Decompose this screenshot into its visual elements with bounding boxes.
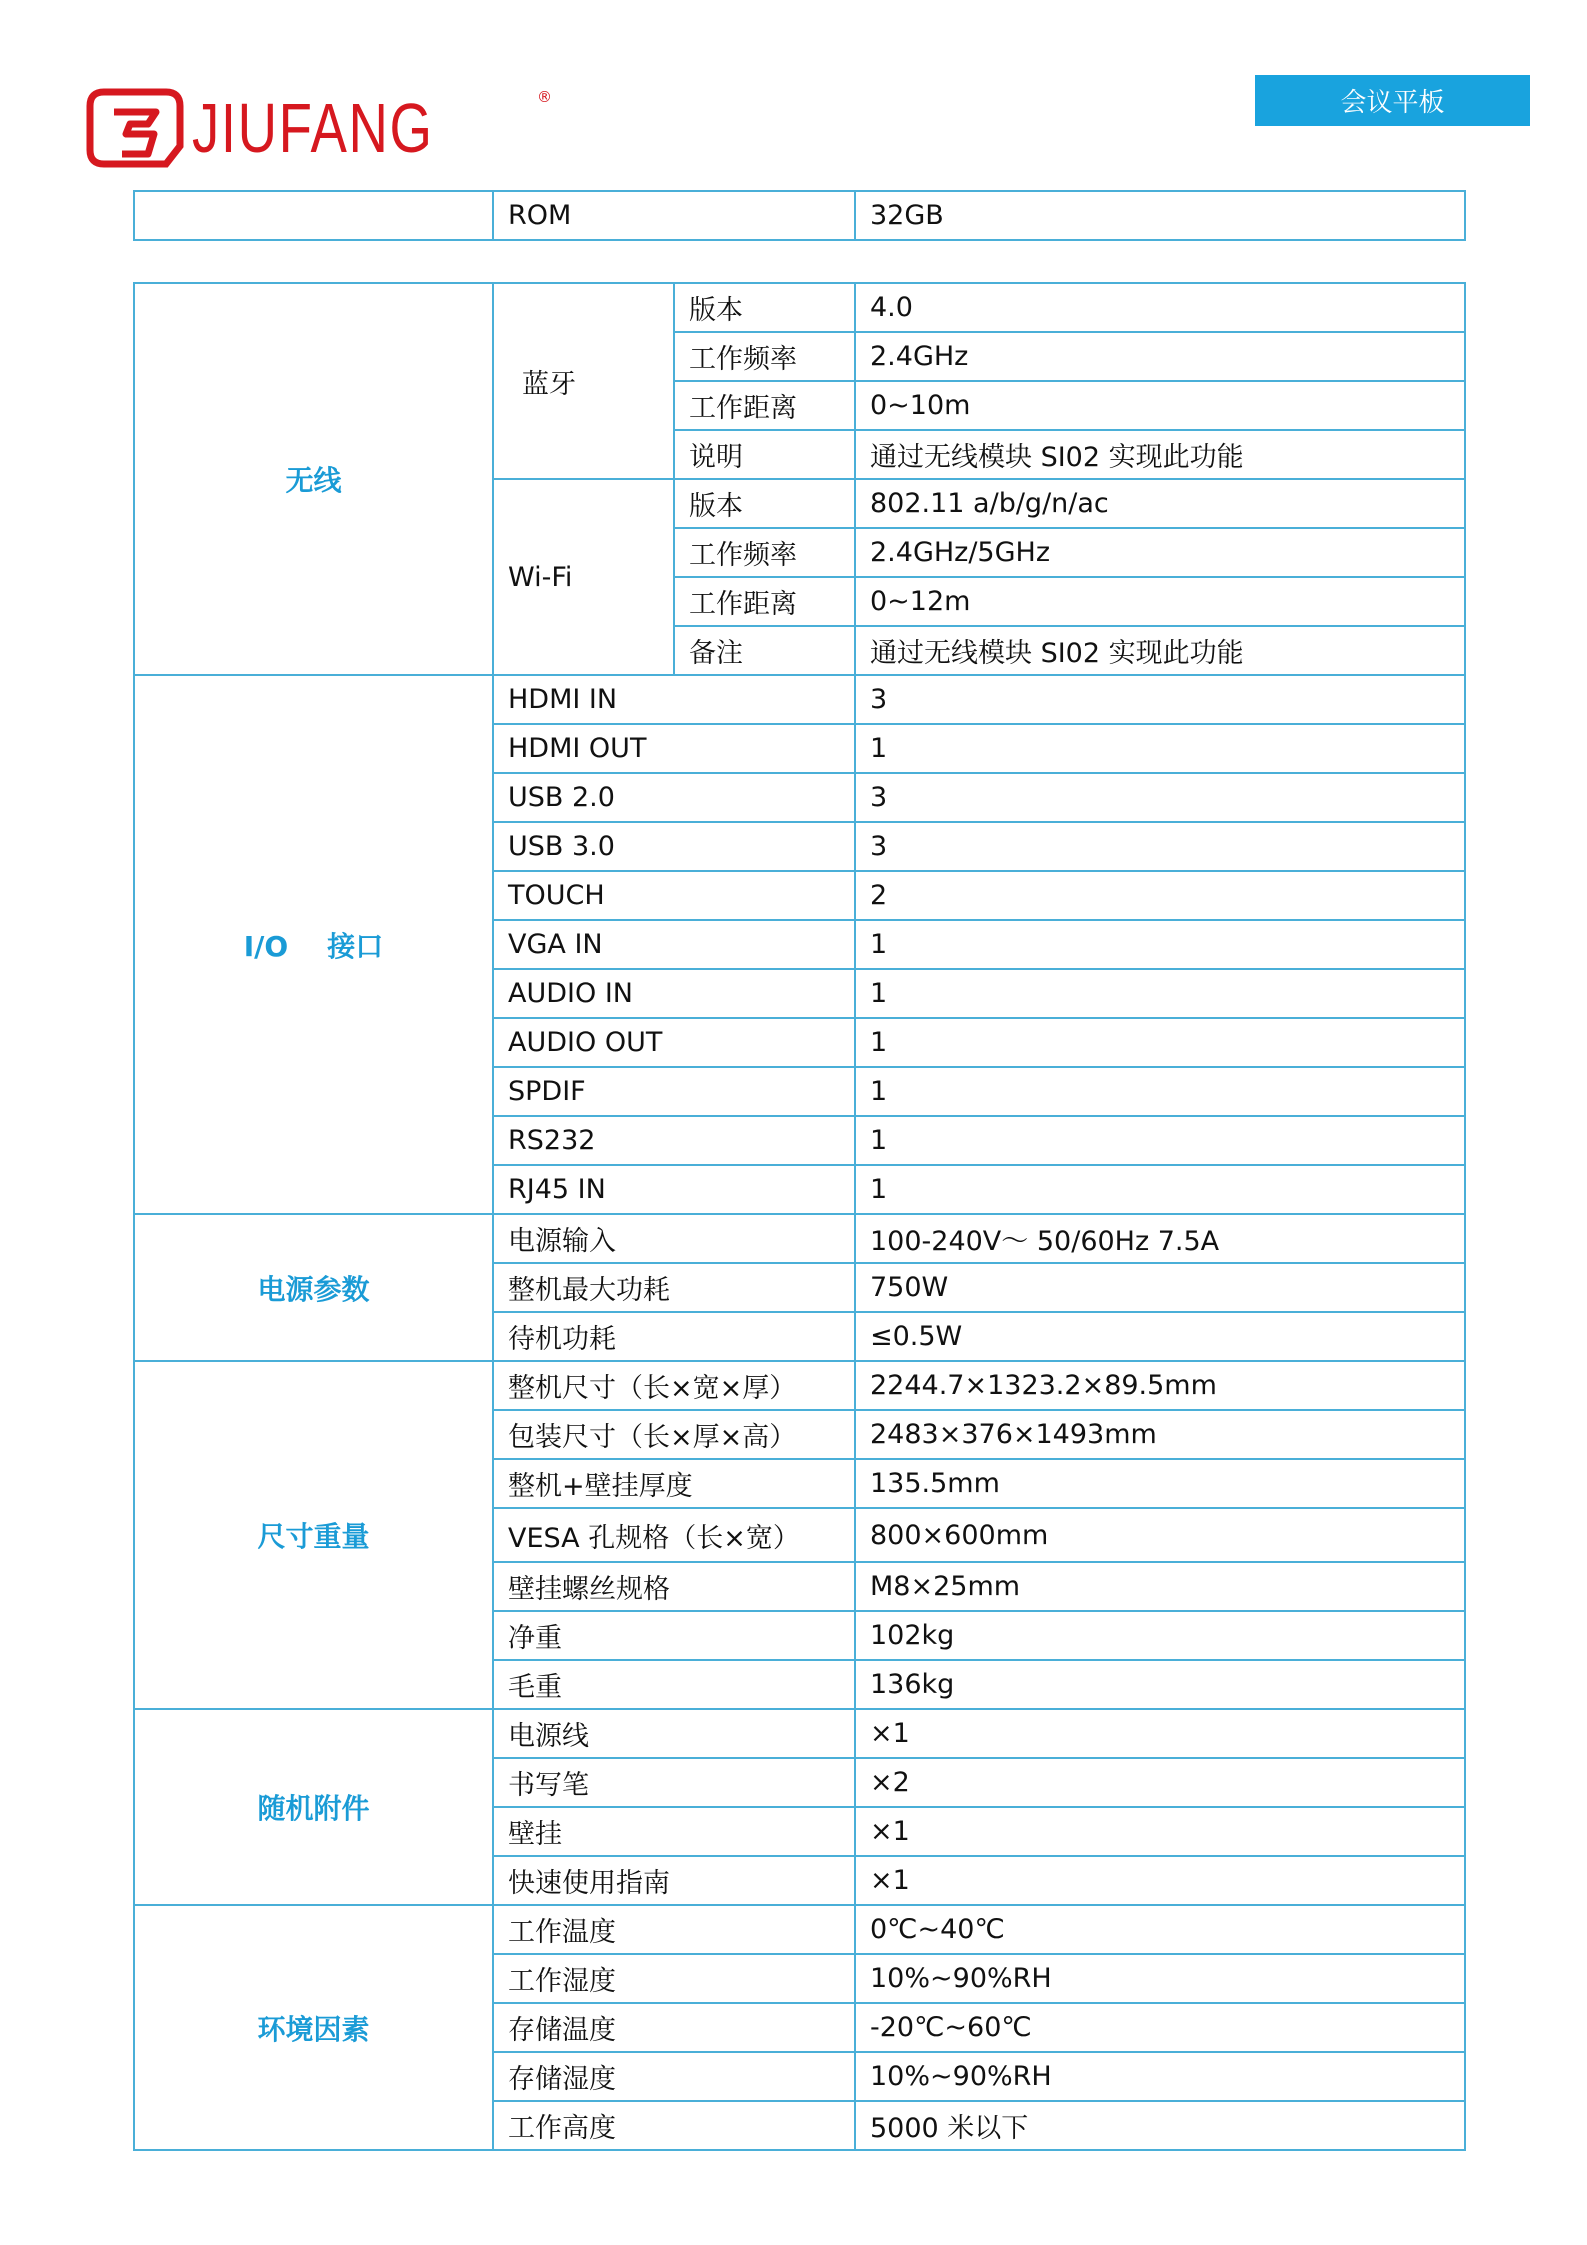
spec-value: 800×600mm bbox=[855, 1508, 1465, 1562]
spec-name: 毛重 bbox=[493, 1660, 855, 1709]
empty-cell bbox=[134, 191, 493, 240]
category-wireless: 无线 bbox=[134, 283, 493, 675]
table-row bbox=[134, 1214, 1465, 1263]
spec-name: 工作频率 bbox=[674, 332, 855, 381]
spec-name: AUDIO OUT bbox=[493, 1018, 855, 1067]
spec-value: 2483×376×1493mm bbox=[855, 1410, 1465, 1459]
spec-name: 壁挂螺丝规格 bbox=[493, 1562, 855, 1611]
spec-value: ≤0.5W bbox=[855, 1312, 1465, 1361]
registered-mark: ® bbox=[537, 88, 552, 106]
spec-value: -20℃~60℃ bbox=[855, 2003, 1465, 2052]
brand-logo bbox=[82, 82, 552, 174]
spec-name: 工作距离 bbox=[674, 381, 855, 430]
spec-value: 4.0 bbox=[855, 283, 1465, 332]
spec-value: 1 bbox=[855, 969, 1465, 1018]
spec-name: 壁挂 bbox=[493, 1807, 855, 1856]
spec-value: 135.5mm bbox=[855, 1459, 1465, 1508]
table-row bbox=[134, 1361, 1465, 1410]
category-power: 电源参数 bbox=[134, 1214, 493, 1361]
spec-name: 整机+壁挂厚度 bbox=[493, 1459, 855, 1508]
spec-value: 3 bbox=[855, 773, 1465, 822]
spec-value: 10%~90%RH bbox=[855, 1954, 1465, 2003]
spec-name: 版本 bbox=[674, 479, 855, 528]
spec-value: 0~12m bbox=[855, 577, 1465, 626]
subcategory-bluetooth: 蓝牙 bbox=[493, 283, 674, 479]
spec-name: 工作距离 bbox=[674, 577, 855, 626]
spec-name: USB 2.0 bbox=[493, 773, 855, 822]
spec-name: HDMI OUT bbox=[493, 724, 855, 773]
rom-table bbox=[133, 190, 1466, 241]
spec-value: 通过无线模块 SI02 实现此功能 bbox=[855, 430, 1465, 479]
subcategory-wifi: Wi-Fi bbox=[493, 479, 674, 675]
spec-value: 2 bbox=[855, 871, 1465, 920]
category-tag: 会议平板 bbox=[1255, 75, 1530, 126]
spec-value: 102kg bbox=[855, 1611, 1465, 1660]
spec-value: 通过无线模块 SI02 实现此功能 bbox=[855, 626, 1465, 675]
spec-name: 工作温度 bbox=[493, 1905, 855, 1954]
spec-name: 包装尺寸（长×厚×高） bbox=[493, 1410, 855, 1459]
spec-name: 备注 bbox=[674, 626, 855, 675]
spec-name: 快速使用指南 bbox=[493, 1856, 855, 1905]
spec-value: 100-240V～ 50/60Hz 7.5A bbox=[855, 1214, 1465, 1263]
spec-name: 净重 bbox=[493, 1611, 855, 1660]
spec-value: 5000 米以下 bbox=[855, 2101, 1465, 2150]
category-accessories: 随机附件 bbox=[134, 1709, 493, 1905]
spec-value: 32GB bbox=[855, 191, 1465, 240]
spec-name: 书写笔 bbox=[493, 1758, 855, 1807]
spec-name: 工作频率 bbox=[674, 528, 855, 577]
spec-name: 版本 bbox=[674, 283, 855, 332]
spec-name: 存储湿度 bbox=[493, 2052, 855, 2101]
spec-name: AUDIO IN bbox=[493, 969, 855, 1018]
spec-name: TOUCH bbox=[493, 871, 855, 920]
spec-value: ×1 bbox=[855, 1807, 1465, 1856]
spec-value: 1 bbox=[855, 724, 1465, 773]
spec-value: 1 bbox=[855, 1116, 1465, 1165]
spec-table bbox=[133, 282, 1466, 2151]
spec-value: 2244.7×1323.2×89.5mm bbox=[855, 1361, 1465, 1410]
spec-name: 整机尺寸（长×宽×厚） bbox=[493, 1361, 855, 1410]
spec-name: 电源输入 bbox=[493, 1214, 855, 1263]
spec-name: 整机最大功耗 bbox=[493, 1263, 855, 1312]
spec-value: 10%~90%RH bbox=[855, 2052, 1465, 2101]
spec-value: ×1 bbox=[855, 1856, 1465, 1905]
table-row bbox=[134, 283, 1465, 332]
spec-name: HDMI IN bbox=[493, 675, 855, 724]
spec-value: 1 bbox=[855, 1165, 1465, 1214]
table-row bbox=[134, 191, 1465, 240]
spec-name: VGA IN bbox=[493, 920, 855, 969]
spec-name: ROM bbox=[493, 191, 855, 240]
category-environment: 环境因素 bbox=[134, 1905, 493, 2150]
spec-value: 0℃~40℃ bbox=[855, 1905, 1465, 1954]
table-row bbox=[134, 1709, 1465, 1758]
spec-name: 工作湿度 bbox=[493, 1954, 855, 2003]
spec-value: M8×25mm bbox=[855, 1562, 1465, 1611]
spec-name: RS232 bbox=[493, 1116, 855, 1165]
spec-value: 136kg bbox=[855, 1660, 1465, 1709]
spec-value: 802.11 a/b/g/n/ac bbox=[855, 479, 1465, 528]
spec-name: 说明 bbox=[674, 430, 855, 479]
table-row bbox=[134, 1905, 1465, 1954]
spec-name: USB 3.0 bbox=[493, 822, 855, 871]
category-io: I/O 接口 bbox=[134, 675, 493, 1214]
spec-name: 存储温度 bbox=[493, 2003, 855, 2052]
category-size-weight: 尺寸重量 bbox=[134, 1361, 493, 1709]
jiufang-logo-icon bbox=[82, 84, 188, 172]
spec-name: 工作高度 bbox=[493, 2101, 855, 2150]
spec-name: SPDIF bbox=[493, 1067, 855, 1116]
spec-value: 3 bbox=[855, 822, 1465, 871]
spec-value: 1 bbox=[855, 1018, 1465, 1067]
logo-wordmark: JIUFANG bbox=[192, 89, 434, 167]
spec-name: 电源线 bbox=[493, 1709, 855, 1758]
spec-value: ×1 bbox=[855, 1709, 1465, 1758]
spec-value: 2.4GHz bbox=[855, 332, 1465, 381]
spec-value: 1 bbox=[855, 1067, 1465, 1116]
spec-value: 0~10m bbox=[855, 381, 1465, 430]
spec-name: RJ45 IN bbox=[493, 1165, 855, 1214]
spec-value: 1 bbox=[855, 920, 1465, 969]
spec-name: VESA 孔规格（长×宽） bbox=[493, 1508, 855, 1562]
spec-value: ×2 bbox=[855, 1758, 1465, 1807]
spec-name: 待机功耗 bbox=[493, 1312, 855, 1361]
table-row bbox=[134, 675, 1465, 724]
spec-value: 3 bbox=[855, 675, 1465, 724]
spec-value: 2.4GHz/5GHz bbox=[855, 528, 1465, 577]
spec-value: 750W bbox=[855, 1263, 1465, 1312]
